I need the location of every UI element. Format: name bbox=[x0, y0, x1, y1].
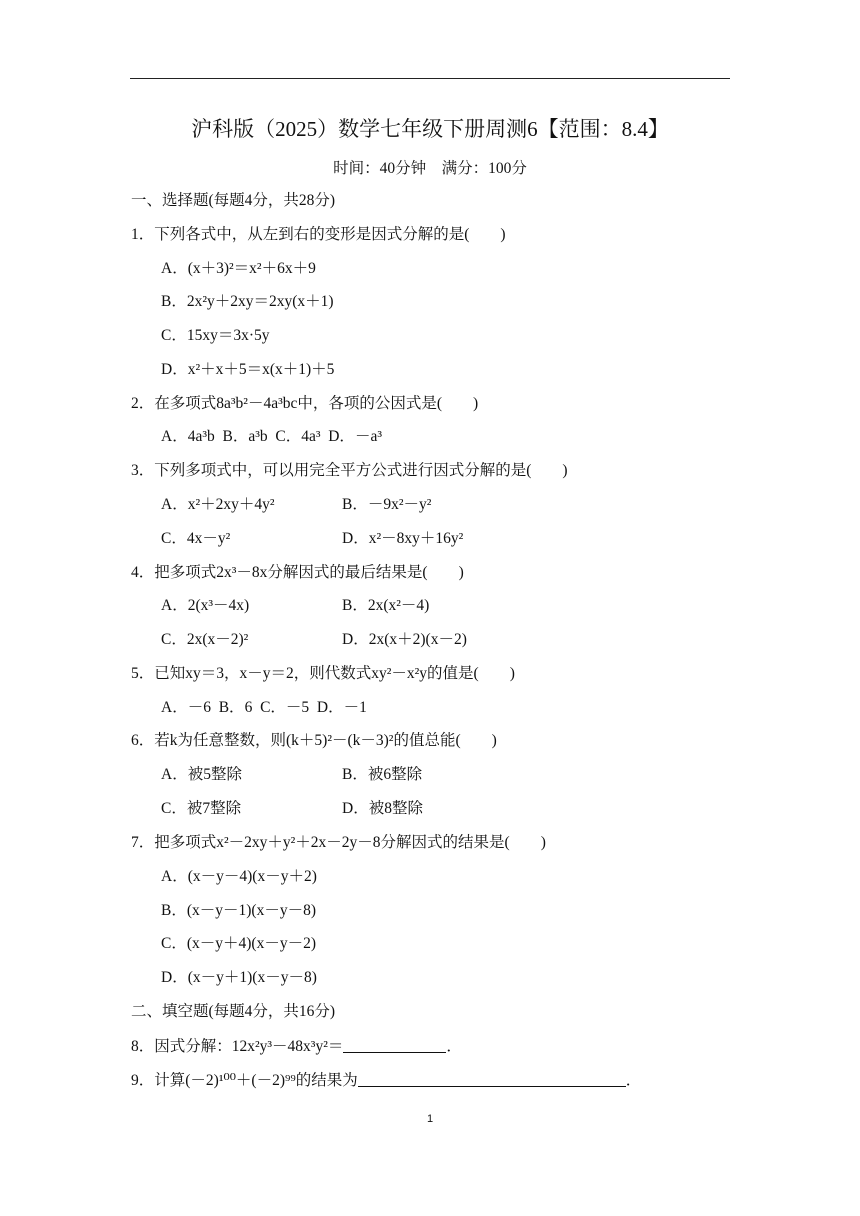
option-1b: B．2x²y＋2xy＝2xy(x＋1) bbox=[161, 293, 334, 310]
option-1c: C．15xy＝3x·5y bbox=[161, 327, 270, 344]
option-2b: B．a³b bbox=[222, 428, 268, 445]
option-2d: D．－a³ bbox=[328, 428, 382, 445]
question-number: 8． bbox=[131, 1038, 155, 1055]
question-stem: 因式分解：12x²y³－48x³y²＝ bbox=[154, 1038, 344, 1055]
option-1d: D．x²＋x＋5＝x(x＋1)＋5 bbox=[161, 361, 335, 378]
option-3b: B．－9x²－y² bbox=[342, 496, 432, 513]
question-stem: 若k为任意整数，则(k＋5)²－(k－3)²的值总能( ) bbox=[154, 732, 497, 749]
options-row-2 bbox=[161, 427, 382, 447]
answer-blank[interactable] bbox=[343, 1036, 446, 1053]
section-heading-choice: 一、选择题(每题4分，共28分) bbox=[131, 192, 336, 209]
question-8: 8．因式分解：12x²y³－48x³y²＝ ． bbox=[131, 1038, 462, 1055]
option-7d: D．(x－y＋1)(x－y－8) bbox=[161, 969, 317, 986]
option-5b: B．6 bbox=[218, 699, 253, 716]
question-7 bbox=[131, 833, 546, 853]
question-number: 1． bbox=[131, 226, 155, 243]
question-stem: 已知xy＝3，x－y＝2，则代数式xy²－x²y的值是( ) bbox=[154, 665, 515, 682]
option-3a: A．x²＋2xy＋4y² bbox=[161, 496, 275, 513]
question-stem: 在多项式8a³b²－4a³bc中，各项的公因式是( ) bbox=[154, 395, 479, 412]
option-6a: A．被5整除 bbox=[161, 766, 242, 783]
question-number: 9． bbox=[131, 1072, 155, 1089]
question-stem: 下列各式中，从左到右的变形是因式分解的是( ) bbox=[154, 226, 506, 243]
question-number: 5． bbox=[131, 665, 155, 682]
option-4d: D．2x(x＋2)(x－2) bbox=[342, 631, 467, 648]
option-1a: A．(x＋3)²＝x²＋6x＋9 bbox=[161, 260, 316, 277]
option-6c: C．被7整除 bbox=[161, 800, 242, 817]
option-4b: B．2x(x²－4) bbox=[342, 597, 430, 614]
question-stem: 下列多项式中，可以用完全平方公式进行因式分解的是( ) bbox=[154, 462, 568, 479]
option-5d: D．－1 bbox=[316, 699, 367, 716]
question-3 bbox=[131, 461, 568, 481]
question-4 bbox=[131, 563, 464, 583]
question-5 bbox=[131, 664, 515, 684]
header-rule bbox=[130, 78, 730, 79]
option-6d: D．被8整除 bbox=[342, 800, 423, 817]
option-5a: A．－6 bbox=[161, 699, 211, 716]
option-7a: A．(x－y－4)(x－y＋2) bbox=[161, 868, 317, 885]
option-6b: B．被6整除 bbox=[342, 766, 423, 783]
option-3c: C．4x－y² bbox=[161, 530, 231, 547]
option-2a: A．4a³b bbox=[161, 428, 215, 445]
page-number: 1 bbox=[426, 1113, 434, 1125]
option-4c: C．2x(x－2)² bbox=[161, 631, 249, 648]
section-heading-fill: 二、填空题(每题4分，共16分) bbox=[131, 1003, 336, 1020]
question-number: 4． bbox=[131, 564, 155, 581]
question-number: 7． bbox=[131, 834, 155, 851]
question-stem: 把多项式2x³－8x分解因式的最后结果是( ) bbox=[154, 564, 464, 581]
answer-blank[interactable] bbox=[358, 1070, 626, 1087]
option-3d: D．x²－8xy＋16y² bbox=[342, 530, 464, 547]
question-number: 6． bbox=[131, 732, 155, 749]
question-2 bbox=[131, 394, 478, 414]
option-7c: C．(x－y＋4)(x－y－2) bbox=[161, 935, 316, 952]
option-7b: B．(x－y－1)(x－y－8) bbox=[161, 902, 316, 919]
options-row-5 bbox=[161, 698, 367, 718]
page-subtitle: 时间：40分钟 满分：100分 bbox=[333, 160, 527, 177]
question-9: 9．计算(－2)¹⁰⁰＋(－2)⁹⁹的结果为 ． bbox=[131, 1072, 642, 1089]
question-number: 3． bbox=[131, 462, 155, 479]
option-2c: C．4a³ bbox=[275, 428, 321, 445]
question-stem: 计算(－2)¹⁰⁰＋(－2)⁹⁹的结果为 bbox=[154, 1072, 358, 1089]
question-number: 2． bbox=[131, 395, 155, 412]
option-4a: A．2(x³－4x) bbox=[161, 597, 250, 614]
question-1 bbox=[131, 225, 506, 245]
question-6 bbox=[131, 731, 497, 751]
page-title: 沪科版（2025）数学七年级下册周测6【范围：8.4】 bbox=[191, 117, 669, 141]
option-5c: C．－5 bbox=[260, 699, 310, 716]
question-stem: 把多项式x²－2xy＋y²＋2x－2y－8分解因式的结果是( ) bbox=[154, 834, 546, 851]
